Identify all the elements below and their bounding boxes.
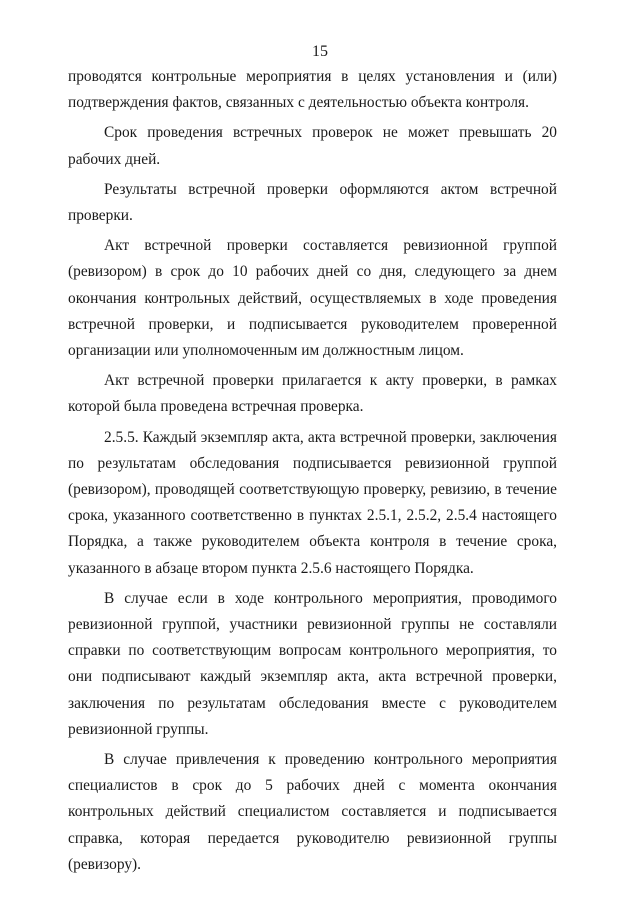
paragraph-group-signing: В случае если в ходе контрольного мероприятия, проводимого ревизионной группой, участники ревизионной группы не составляли справки по соответствующим вопросам контрольного мероприятия, то они подписывают каждый экземпляр акта, акта встречной проверки, заключения по результатам обследования вместе с руководителем ревизионной группы.	[68, 589, 557, 738]
paragraph-check-act: Акт встречной проверки составляется ревизионной группой (ревизором) в срок до 10 рабочих дней со дня, следующего за днем окончания контрольных действий, осуществляемых в ходе проведения встречной проверки, и подписывается руководителем проверенной организации или уполномоченным им должностным лицом.	[68, 237, 557, 360]
paragraph-check-duration: Срок проведения встречных проверок не может превышать 20 рабочих дней.	[68, 124, 557, 168]
document-body	[68, 64, 557, 878]
paragraph-2-5-5: 2.5.5. Каждый экземпляр акта, акта встречной проверки, заключения по результатам обследования подписывается ревизионной группой (ревизором), проводящей соответствующую проверку, ревизию, в течение срока, указанного соответственно в пунктах 2.5.1, 2.5.2, 2.5.4 настоящего Порядка, а также руководителем объекта контроля в течение срока, указанного в абзаце втором пункта 2.5.6 настоящего Порядка.	[68, 428, 557, 577]
paragraph-specialists: В случае привлечения к проведению контрольного мероприятия специалистов в срок до 5 рабочих дней с момента окончания контрольных действий специалистом составляется и подписывается справка, которая передается руководителю ревизионной группы (ревизору).	[68, 751, 557, 873]
paragraph-act-attached: Акт встречной проверки прилагается к акту проверки, в рамках которой была проведена встречная проверка.	[68, 372, 557, 416]
paragraph-check-results: Результаты встречной проверки оформляются актом встречной проверки.	[68, 180, 557, 225]
page-number: 15	[312, 43, 328, 60]
paragraph-continuation: проводятся контрольные мероприятия в целях установления и (или) подтверждения фактов, связанных с деятельностью объекта контроля.	[68, 68, 557, 112]
